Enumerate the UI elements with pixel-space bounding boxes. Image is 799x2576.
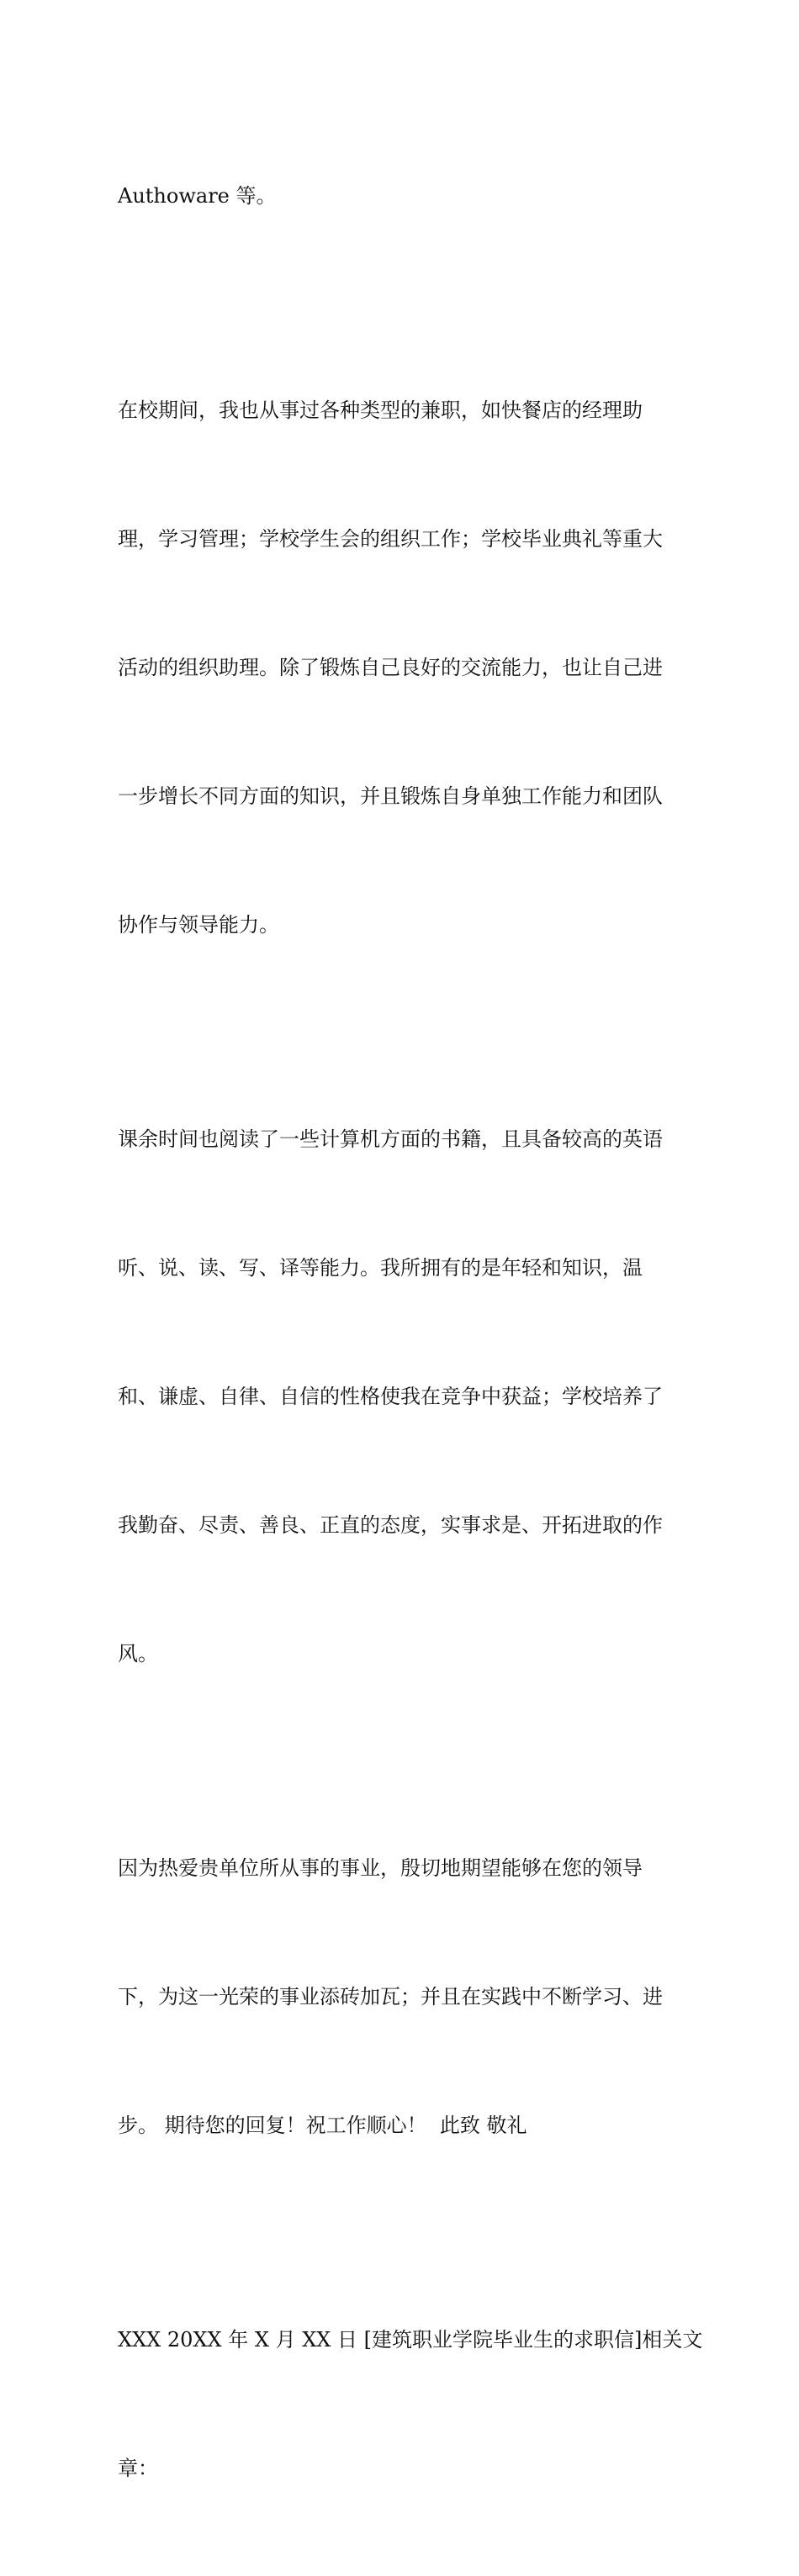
paragraph-skills — [118, 1032, 683, 1761]
text-line: Authoware 等。 — [118, 184, 277, 208]
text-line: 课余时间也阅读了一些计算机方面的书籍，且具备较高的英语 — [118, 1127, 663, 1151]
text-line: 步。 期待您的回复！祝工作顺心！ 此致 敬礼 — [118, 2114, 527, 2137]
text-line: 风。 — [118, 1642, 158, 1665]
text-line: 因为热爱贵单位所从事的事业，殷切地期望能够在您的领导 — [118, 1856, 643, 1880]
text-line: 章： — [118, 2457, 158, 2480]
text-line: 协作与领导能力。 — [118, 913, 279, 937]
text-line: 听、说、读、写、译等能力。我所拥有的是年轻和知识，温 — [118, 1256, 643, 1280]
paragraph-authoware — [118, 89, 683, 304]
paragraph-signature — [118, 2233, 703, 2576]
text-line: 我勤奋、尽责、善良、正直的态度，实事求是、开拓进取的作 — [118, 1513, 663, 1537]
text-line: XXX 20XX 年 X 月 XX 日 [建筑职业学院毕业生的求职信]相关文 — [118, 2328, 703, 2352]
paragraph-closing — [118, 1761, 683, 2233]
text-line: 一步增长不同方面的知识，并且锻炼自身单独工作能力和团队 — [118, 784, 663, 808]
text-line: 和、谦虚、自律、自信的性格使我在竞争中获益；学校培养了 — [118, 1385, 663, 1408]
text-line: 活动的组织助理。除了锻炼自己良好的交流能力，也让自己进 — [118, 656, 663, 679]
text-line: 理，学习管理；学校学生会的组织工作；学校毕业典礼等重大 — [118, 527, 663, 551]
paragraph-part-time-jobs — [118, 304, 683, 1032]
text-line: 下，为这一光荣的事业添砖加瓦；并且在实践中不断学习、进 — [118, 1985, 663, 2009]
document-body — [118, 89, 703, 2576]
text-line: 在校期间，我也从事过各种类型的兼职，如快餐店的经理助 — [118, 399, 643, 422]
